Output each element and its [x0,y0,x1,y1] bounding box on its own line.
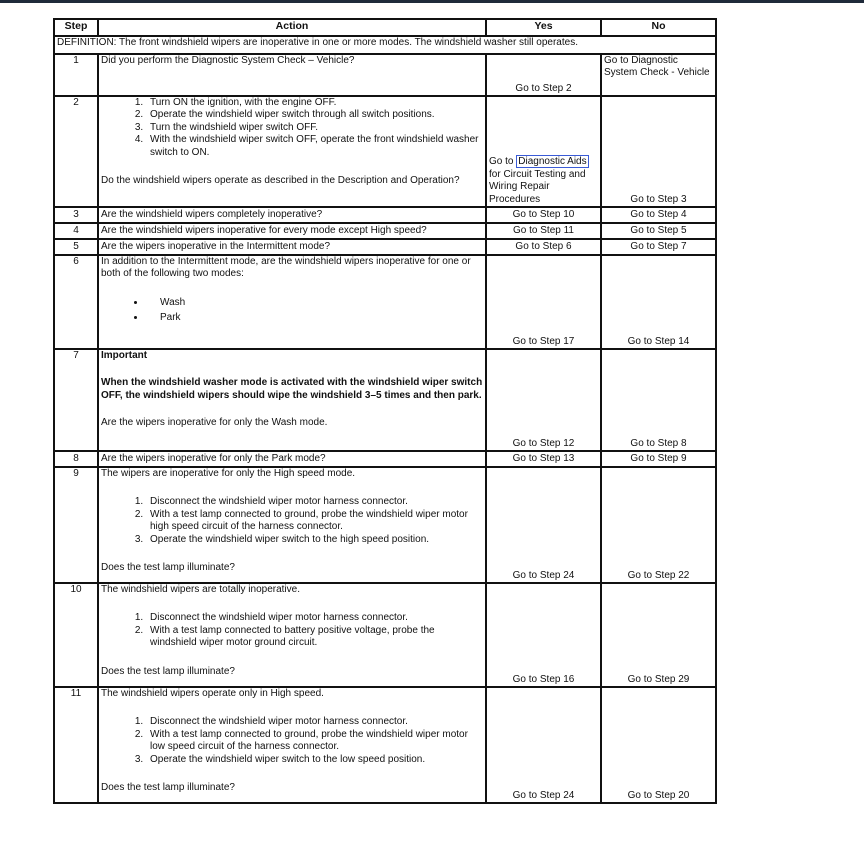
important-note: When the windshield washer mode is activated with the windshield wiper switch OFF, the windshield wipers should wipe the windshield 3–5 times and then park. [101,377,483,401]
question-text: Does the test lamp illuminate? [101,782,235,794]
list-item: 1. Disconnect the windshield wiper motor harness connector. [146,716,483,728]
no-cell: Go to Step 22 [601,467,716,583]
action-cell [98,349,486,451]
intro-text: The windshield wipers are totally inoperative. [101,584,300,595]
yes-cell [486,96,601,207]
list-item: 3. Operate the windshield wiper switch to the high speed position. [146,534,483,546]
no-cell: Go to Step 14 [601,255,716,349]
list-item: 1. Disconnect the windshield wiper motor harness connector. [146,496,483,508]
step-number: 9 [54,467,98,583]
list-item: 3. Turn the windshield wiper switch OFF. [146,122,483,134]
header-step: Step [54,19,98,36]
list-item: 2. Operate the windshield wiper switch through all switch positions. [146,109,483,121]
step-number: 10 [54,583,98,687]
step-number: 5 [54,239,98,255]
question-text: Does the test lamp illuminate? [101,562,235,574]
yes-cell: Go to Step 13 [486,451,601,467]
top-border-line [0,0,864,3]
action-cell [98,583,486,687]
no-cell: Go to Diagnostic System Check - Vehicle [601,54,716,96]
diagnostic-aids-link[interactable]: Diagnostic Aids [518,156,587,168]
list-item: 2. With a test lamp connected to battery positive voltage, probe the windshield wiper motor ground circuit. [146,625,483,650]
header-no: No [601,19,716,36]
yes-cell: Go to Step 12 [486,349,601,451]
step-number: 1 [54,54,98,96]
table-row [54,223,716,239]
table-row [54,96,716,207]
no-cell: Go to Step 20 [601,687,716,803]
step-number: 8 [54,451,98,467]
table-row [54,54,716,96]
yes-cell: Go to Step 24 [486,687,601,803]
no-cell: Go to Step 3 [601,96,716,207]
step-number: 4 [54,223,98,239]
action-cell: Did you perform the Diagnostic System Check – Vehicle? [98,54,486,96]
yes-cell: Go to Step 16 [486,583,601,687]
yes-cell: Go to Step 17 [486,255,601,349]
question-text: Do the windshield wipers operate as described in the Description and Operation? [101,175,460,187]
step-number: 7 [54,349,98,451]
intro-text: In addition to the Intermittent mode, are the windshield wipers inoperative for one or both of the following two modes: [101,256,471,280]
table-row [54,583,716,687]
action-cell [98,467,486,583]
no-cell: Go to Step 4 [601,207,716,223]
action-cell: Are the wipers inoperative for only the Park mode? [98,451,486,467]
important-heading: Important [101,350,148,361]
no-cell: Go to Step 29 [601,583,716,687]
table-row [54,467,716,583]
yes-suffix: for Circuit Testing and Wiring Repair Procedures [489,168,586,205]
diagnostic-table [53,18,717,804]
step-number: 11 [54,687,98,803]
procedure-list [101,496,483,546]
list-item: 4. With the windshield wiper switch OFF, operate the front windshield washer switch to ON. [146,134,483,159]
action-cell: Are the wipers inoperative in the Intermittent mode? [98,239,486,255]
list-item: • Park [146,310,483,325]
procedure-list [101,97,483,159]
list-item: 1. Turn ON the ignition, with the engine OFF. [146,97,483,109]
procedure-list [101,612,483,649]
action-cell [98,255,486,349]
yes-cell: Go to Step 11 [486,223,601,239]
no-cell: Go to Step 5 [601,223,716,239]
table-row [54,255,716,349]
header-yes: Yes [486,19,601,36]
step-number: 2 [54,96,98,207]
list-item: 1. Disconnect the windshield wiper motor harness connector. [146,612,483,624]
step-number: 3 [54,207,98,223]
intro-text: The windshield wipers operate only in High speed. [101,688,324,699]
list-item: 2. With a test lamp connected to ground, probe the windshield wiper motor high speed circuit of the harness connector. [146,509,483,534]
header-action: Action [98,19,486,36]
question-text: Does the test lamp illuminate? [101,665,235,677]
no-cell: Go to Step 8 [601,349,716,451]
yes-cell: Go to Step 6 [486,239,601,255]
step-number: 6 [54,255,98,349]
definition-row [54,36,716,54]
intro-text: The wipers are inoperative for only the High speed mode. [101,468,356,479]
action-cell: Are the windshield wipers completely inoperative? [98,207,486,223]
table-row [54,451,716,467]
list-item: 3. Operate the windshield wiper switch to the low speed position. [146,754,483,766]
table-row [54,349,716,451]
table-row [54,207,716,223]
list-item: 2. With a test lamp connected to ground, probe the windshield wiper motor low speed circuit of the harness connector. [146,729,483,754]
no-cell: Go to Step 9 [601,451,716,467]
yes-cell: Go to Step 10 [486,207,601,223]
list-item: • Wash [146,295,483,310]
action-cell [98,96,486,207]
yes-prefix: Go to [489,156,514,168]
definition-text: DEFINITION: The front windshield wipers are inoperative in one or more modes. The windshield washer still operates. [54,36,716,54]
table-row [54,687,716,803]
yes-cell: Go to Step 2 [486,54,601,96]
yes-cell: Go to Step 24 [486,467,601,583]
mode-list [101,295,483,325]
no-cell: Go to Step 7 [601,239,716,255]
action-cell [98,687,486,803]
procedure-list [101,716,483,766]
table-row [54,239,716,255]
header-row [54,19,716,36]
question-text: Are the wipers inoperative for only the Wash mode. [101,417,328,429]
action-cell: Are the windshield wipers inoperative for every mode except High speed? [98,223,486,239]
